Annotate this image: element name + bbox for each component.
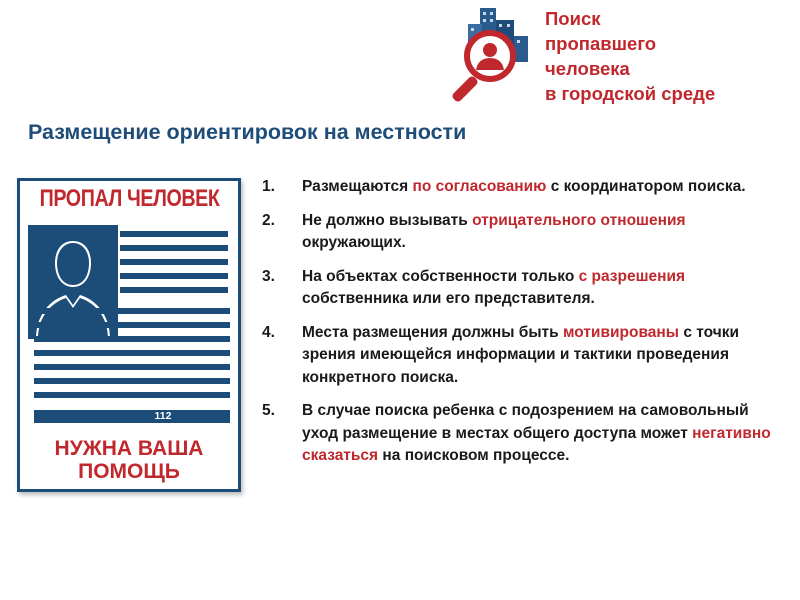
rule-text: Не должно вызывать (302, 211, 473, 229)
rule-item (262, 322, 782, 390)
poster-phone-number: 112 (143, 410, 183, 423)
poster-text-line (120, 273, 228, 279)
rule-text: с точки зрения имеющейся информации и тактики проведения конкретного поиска. (302, 323, 740, 386)
poster-number-bar (34, 410, 230, 423)
poster-text-line (34, 392, 230, 398)
rule-text: с координатором поиска. (546, 178, 746, 195)
brand-line: Поиск (545, 8, 601, 29)
rule-highlight: мотивированы (563, 323, 680, 341)
poster-text-line (34, 308, 230, 314)
rule-highlight: с разрешения (578, 267, 686, 285)
brand-line: человека (545, 58, 630, 79)
rule-highlight: отрицательного отношения (472, 211, 686, 229)
rule-number: 3. (262, 267, 275, 285)
page-title: Размещение ориентировок на местности (28, 120, 467, 144)
rules-list (262, 176, 782, 479)
rule-number: 2. (262, 211, 275, 229)
rule-item (262, 210, 782, 255)
rule-highlight: по согласованию (412, 178, 547, 195)
poster-heading: ПРОПАЛ ЧЕЛОВЕК (39, 185, 220, 212)
rule-item (262, 400, 782, 468)
rule-text: На объектах собственности только (302, 267, 579, 285)
rule-item (262, 176, 782, 199)
rule-text: окружающих. (302, 234, 406, 251)
rule-text: собственника или его представителя. (302, 290, 595, 307)
rule-number: 4. (262, 323, 275, 341)
rule-text: на поисковом процессе. (378, 447, 570, 464)
poster-text-line (34, 322, 230, 328)
rule-text: Места размещения должны быть (302, 323, 563, 341)
poster-text-line (34, 364, 230, 370)
poster-text-line (34, 336, 230, 342)
poster-text-line (120, 245, 228, 251)
poster-text-line (34, 378, 230, 384)
rule-text: В случае поиска ребенка с подозрением на самовольный уход размещение в местах общего доступа может (302, 402, 749, 442)
brand-line: в городской среде (545, 83, 716, 104)
rule-number: 5. (262, 402, 275, 419)
poster-text-line (120, 231, 228, 237)
missing-person-poster (17, 178, 241, 492)
poster-text-line (34, 350, 230, 356)
poster-footer: НУЖНА ВАША ПОМОЩЬ (54, 437, 204, 483)
search-magnifier-logo-icon (440, 2, 540, 112)
rule-highlight: негативно сказаться (302, 424, 771, 464)
brand-line: пропавшего (545, 33, 657, 54)
rule-number: 1. (262, 178, 275, 195)
rule-text: Размещаются (302, 178, 413, 195)
poster-text-line (120, 287, 228, 293)
brand-title (545, 6, 715, 106)
rule-item (262, 266, 782, 311)
poster-text-line (120, 259, 228, 265)
